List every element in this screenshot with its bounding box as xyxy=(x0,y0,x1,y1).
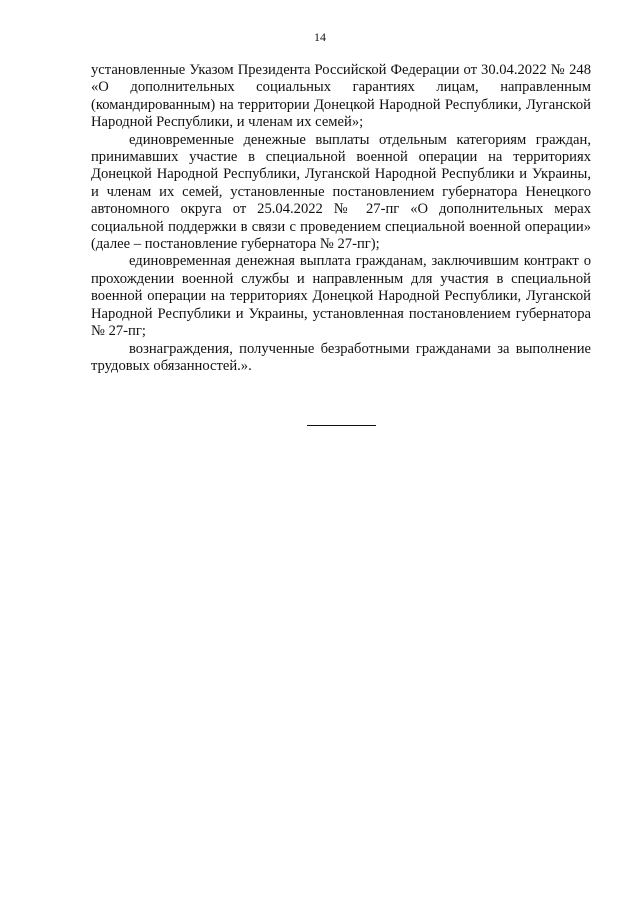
paragraph-unemployed-rewards: вознаграждения, полученные безработными гражданами за выполнение трудовых обязанностей.». xyxy=(91,340,591,374)
paragraph-decree-248: установленные Указом Президента Российской Федерации от 30.04.2022 № 248 «О дополнительных социальных гарантиях лицам, направленным (командированным) на территории Донецкой Народной Республики, Луганской Народной Республики, и членам их семей»; xyxy=(91,62,591,131)
paragraph-one-time-payments: единовременные денежные выплаты отдельным категориям граждан, принимавших участие в специальной военной операции на территориях Донецкой Народной Республики, Луганской Народной Республики и Украины, и членам их семей, установленные постановлением губернатора Ненецкого автономного округа от 25.04.2022 № 27-пг «О дополнительных мерах социальной поддержки в связи с проведением специальной военной операции» (далее – постановление губернатора № 27-пг); xyxy=(91,131,591,253)
page-number: 14 xyxy=(314,30,326,44)
end-of-document-rule xyxy=(307,425,376,426)
document-body xyxy=(91,62,591,375)
paragraph-contract-payment: единовременная денежная выплата гражданам, заключившим контракт о прохождении военной службы и направленным для участия в специальной военной операции на территориях Донецкой Народной Республики, Луганской Народной Республики и Украины, установленная постановлением губернатора № 27-пг; xyxy=(91,253,591,340)
